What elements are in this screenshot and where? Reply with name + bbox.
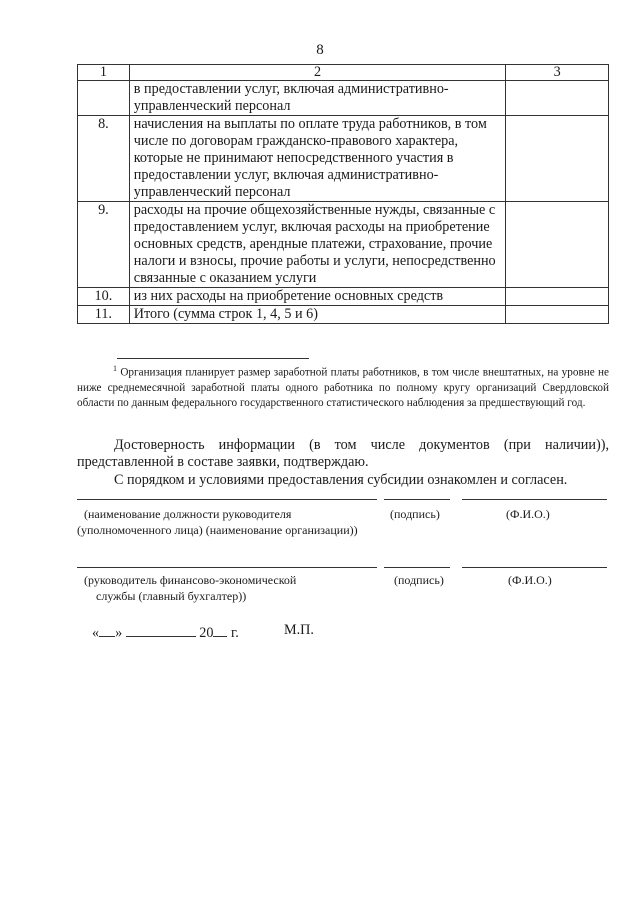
row-value bbox=[506, 116, 609, 202]
page-number: 8 bbox=[316, 42, 324, 58]
row-value bbox=[506, 306, 609, 324]
row-text: из них расходы на приобретение основных средств bbox=[129, 288, 506, 306]
position-caption-line1: (наименование должности руководителя bbox=[84, 507, 292, 521]
footnote bbox=[77, 361, 609, 411]
header-col-1: 1 bbox=[78, 65, 130, 81]
month-blank bbox=[126, 622, 196, 637]
footnote-marker: 1 bbox=[113, 364, 117, 373]
row-number: 10. bbox=[78, 288, 130, 306]
row-text: расходы на прочие общехозяйственные нужды, связанные с предоставлением услуг, включая расходы на приобретение основных средств, арендные платежи, страхование, прочие налоги и взносы, прочие работы и услуги, непосредственно связанные с оказанием услуги bbox=[129, 202, 506, 288]
agreement-text: С порядком и условиями предоставления субсидии ознакомлен и согласен. bbox=[114, 472, 568, 488]
date-close-quote: » bbox=[115, 625, 123, 641]
position-caption-line1: (руководитель финансово-экономической bbox=[84, 573, 297, 587]
position-line bbox=[77, 499, 377, 500]
table-row bbox=[78, 306, 609, 324]
position-line bbox=[77, 567, 377, 568]
year-blank bbox=[213, 622, 227, 637]
table-row bbox=[78, 81, 609, 116]
signature-caption: (подпись) bbox=[390, 507, 440, 521]
table-row bbox=[78, 116, 609, 202]
fio-line bbox=[462, 499, 607, 500]
date-open-quote: « bbox=[92, 625, 100, 641]
signature-caption: (подпись) bbox=[394, 573, 444, 587]
row-number bbox=[78, 81, 130, 116]
position-caption-line2: службы (главный бухгалтер)) bbox=[96, 589, 247, 603]
fio-caption: (Ф.И.О.) bbox=[506, 507, 550, 521]
signature-line bbox=[384, 567, 450, 568]
header-col-2: 2 bbox=[129, 65, 506, 81]
position-caption-line2: (уполномоченного лица) (наименование организации)) bbox=[77, 523, 358, 537]
row-value bbox=[506, 288, 609, 306]
table-row bbox=[78, 288, 609, 306]
day-blank bbox=[99, 622, 115, 637]
confirmation-text: Достоверность информации (в том числе документов (при наличии)), представленной в составе заявки, подтверждаю. bbox=[77, 437, 609, 470]
row-value bbox=[506, 81, 609, 116]
row-number: 11. bbox=[78, 306, 130, 324]
year-suffix: г. bbox=[231, 625, 239, 641]
row-value bbox=[506, 202, 609, 288]
table-header-row bbox=[78, 65, 609, 81]
stamp-place: М.П. bbox=[284, 622, 314, 638]
row-number: 9. bbox=[78, 202, 130, 288]
footnote-text: Организация планирует размер заработной платы работников, в том числе внештатных, на уровне не ниже среднемесячной заработной платы одного работника по полному кругу организаций Свердловской области по данным федерального государственного статистического наблюдения за предшествующий год. bbox=[77, 366, 609, 409]
signature-line bbox=[384, 499, 450, 500]
expenses-table bbox=[77, 64, 609, 324]
header-col-3: 3 bbox=[506, 65, 609, 81]
row-text: в предоставлении услуг, включая административно-управленческий персонал bbox=[129, 81, 506, 116]
fio-line bbox=[462, 567, 607, 568]
year-prefix: 20 bbox=[199, 625, 214, 641]
fio-caption: (Ф.И.О.) bbox=[508, 573, 552, 587]
date-field bbox=[92, 622, 239, 642]
footnote-divider bbox=[117, 358, 309, 359]
row-text: начисления на выплаты по оплате труда работников, в том числе по договорам гражданско-правового характера, которые не принимают непосредственного участия в предоставлении услуг, включая административно-управленческий персонал bbox=[129, 116, 506, 202]
row-number: 8. bbox=[78, 116, 130, 202]
table-row bbox=[78, 202, 609, 288]
row-text: Итого (сумма строк 1, 4, 5 и 6) bbox=[129, 306, 506, 324]
